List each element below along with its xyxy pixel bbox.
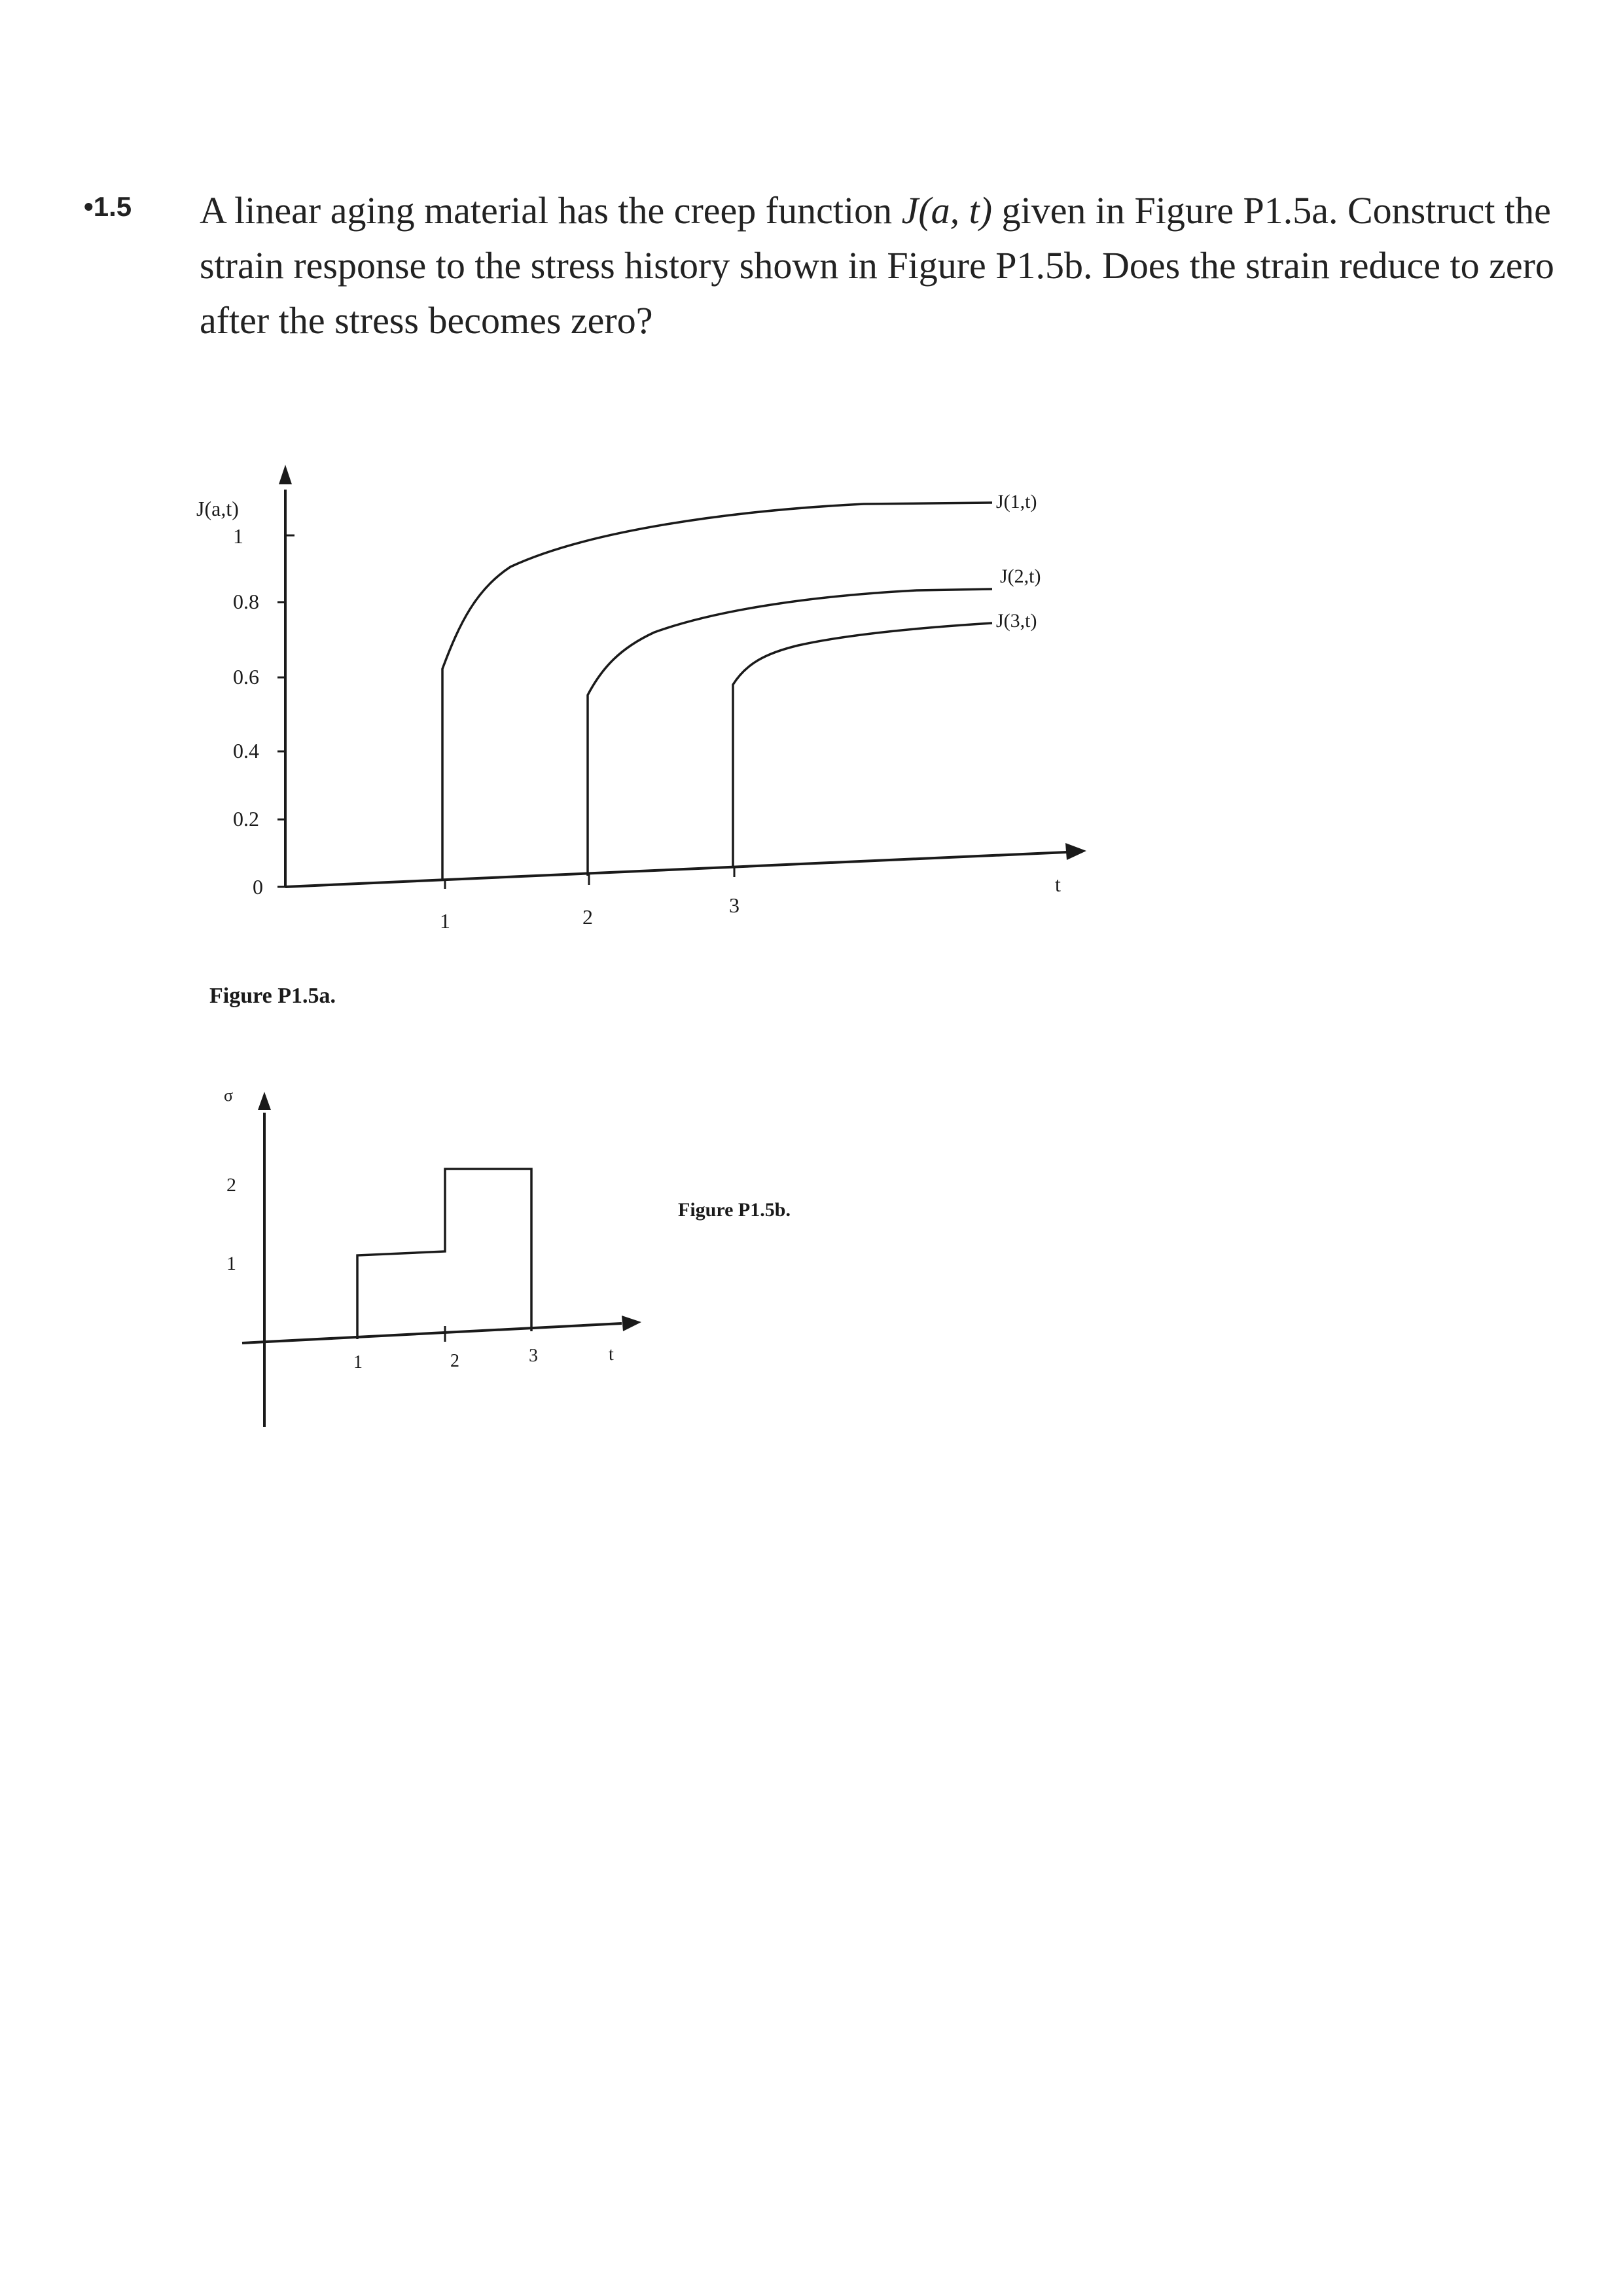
ytick-0.6: 0.6 — [233, 665, 259, 689]
fig-b-y-arrow — [258, 1092, 271, 1110]
problem-number: •1.5 — [84, 191, 132, 222]
fig-b-caption: Figure P1.5b. — [678, 1199, 791, 1221]
ytick-0.4: 0.4 — [233, 739, 259, 762]
curve-j1 — [442, 503, 992, 880]
fig-a-xticks — [440, 867, 740, 933]
curve-j2 — [588, 589, 992, 876]
ytick-0: 0 — [253, 875, 263, 899]
fig-a-x-axis — [285, 852, 1067, 887]
fig-b-xlabel: t — [609, 1344, 614, 1365]
figure-a — [196, 465, 1086, 1008]
stress-history — [357, 1169, 531, 1339]
ytick-1: 1 — [233, 524, 243, 548]
statement-part-2: given in Figure P1.5a. Construct the strain response to the stress history shown in Figure P1.5b. Does the strain reduce to zero after the stress becomes zero? — [200, 189, 1554, 342]
fig-a-x-arrow — [1065, 843, 1086, 860]
fig-a-xlabel: t — [1055, 872, 1061, 896]
fig-b-xtick-1: 1 — [353, 1352, 363, 1372]
xtick-1: 1 — [440, 909, 450, 933]
fig-a-caption: Figure P1.5a. — [209, 984, 336, 1008]
xtick-3: 3 — [729, 893, 740, 917]
label-j1: J(1,t) — [996, 491, 1037, 512]
fig-b-x-arrow — [622, 1316, 641, 1331]
creep-function-symbol: J(a, t) — [901, 189, 993, 232]
figure-b — [224, 1086, 791, 1427]
label-j3: J(3,t) — [996, 610, 1037, 632]
xtick-2: 2 — [582, 905, 593, 929]
statement-part-1: A linear aging material has the creep function — [200, 189, 902, 232]
fig-b-xtick-3: 3 — [529, 1346, 538, 1366]
fig-b-x-axis — [242, 1323, 622, 1343]
label-j2: J(2,t) — [1000, 565, 1041, 587]
fig-b-ylabel: σ — [224, 1086, 234, 1105]
fig-b-ytick-2: 2 — [226, 1174, 236, 1196]
fig-a-y-arrow — [279, 465, 292, 484]
fig-b-ytick-1: 1 — [226, 1253, 236, 1274]
fig-b-xtick-2: 2 — [450, 1351, 459, 1371]
fig-a-ylabel: J(a,t) — [196, 497, 239, 520]
ytick-0.2: 0.2 — [233, 807, 259, 831]
ytick-0.8: 0.8 — [233, 590, 259, 613]
curve-j3 — [733, 623, 992, 867]
